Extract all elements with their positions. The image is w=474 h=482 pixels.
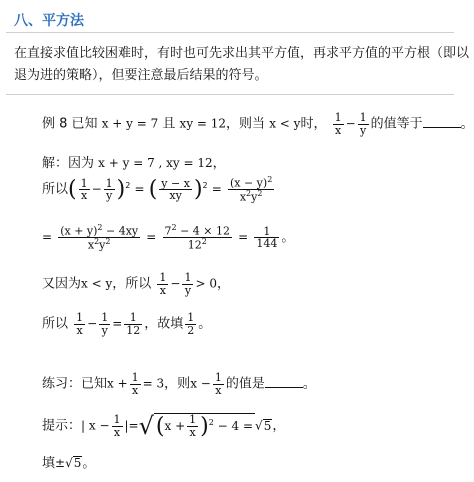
exercise-frac-1x-b: $\frac{1}{x}$ bbox=[214, 371, 222, 397]
final-so: 所以 bbox=[42, 316, 69, 332]
example-cond3: x < y bbox=[269, 116, 301, 131]
final-fill: ，故填 bbox=[144, 316, 184, 332]
hint-abs-left: | x − bbox=[81, 418, 110, 433]
section-title: 八、平方法 bbox=[14, 13, 84, 29]
exercise-then: ，则 bbox=[164, 376, 191, 392]
ineq-frac-1x: $\frac{1}{x}$ bbox=[159, 271, 167, 297]
exercise-tail: 的值是 bbox=[225, 376, 265, 392]
answer-root: 5 bbox=[73, 456, 82, 470]
step1-frac-sq: $\frac{(x - y)^2}{x^2y^2}$ bbox=[229, 175, 273, 204]
ineq-tail: > 0 bbox=[195, 276, 217, 291]
exercise-frac-1x: $\frac{1}{x}$ bbox=[131, 371, 139, 397]
solution-given: x + y = 7 , xy = 12 bbox=[98, 156, 213, 170]
step2-frac-result: $\frac{1}{144}$ bbox=[256, 224, 278, 251]
solution-line-2: 所以( $\frac{1}{x}$ − $\frac{1}{y}$ )$^2$ = ( $\frac{y - x}{xy}$ )$^2$ = $\frac{(x - y)^2}{x^2y^2}$ bbox=[42, 175, 273, 204]
final-eq: = bbox=[112, 316, 123, 331]
example-fraction-1x: $\frac{1}{x}$ bbox=[334, 111, 342, 137]
solution-so: 所以 bbox=[42, 182, 69, 198]
example-label: 例 8 已知 bbox=[42, 116, 98, 132]
intro-line-1: 在直接求值比较困难时，有时也可先求出其平方值，再求平方值的平方根（即以 bbox=[14, 46, 470, 61]
hint-root: 5 bbox=[263, 418, 272, 433]
answer-line: 填±√5。 bbox=[42, 456, 96, 471]
exercise-blank bbox=[265, 377, 303, 388]
solution-line-3 bbox=[42, 224, 294, 251]
example-fraction-1y: $\frac{1}{y}$ bbox=[359, 111, 367, 137]
title-divider bbox=[6, 32, 454, 33]
intro-divider bbox=[6, 94, 454, 95]
final-frac-1x: $\frac{1}{x}$ bbox=[76, 311, 84, 337]
step2-end: 。 bbox=[281, 230, 295, 246]
example-end: 。 bbox=[460, 116, 474, 132]
step1-frac-1x: $\frac{1}{x}$ bbox=[80, 176, 88, 203]
hint-line: 提示：| x − $\frac{1}{x}$ |=√(x + $\frac{1}{x}$ )$^2$ − 4 = √5， bbox=[42, 412, 286, 440]
hint-frac-1x: $\frac{1}{x}$ bbox=[113, 412, 121, 439]
step1-frac-1y: $\frac{1}{y}$ bbox=[105, 176, 113, 203]
intro-line-2: 退为进的策略），但要注意最后结果的符号。 bbox=[14, 68, 268, 83]
answer-pm: ± bbox=[55, 456, 66, 470]
hint-label: 提示： bbox=[42, 418, 82, 434]
solution-comma: ， bbox=[212, 156, 226, 171]
example-cond2: xy = 12 bbox=[179, 116, 227, 131]
solution-so2: ，所以 bbox=[112, 276, 152, 292]
answer-blank bbox=[423, 117, 461, 128]
hint-abs-right: |= bbox=[124, 418, 139, 433]
exercise-label: 练习：已知 bbox=[42, 376, 108, 392]
solution-line-1 bbox=[42, 152, 226, 171]
hint-end: ， bbox=[272, 418, 286, 434]
example-minus: − bbox=[345, 116, 356, 131]
exercise-x: x + bbox=[107, 376, 128, 391]
final-frac-half: $\frac{1}{2}$ bbox=[187, 311, 195, 337]
ineq-frac-1y: $\frac{1}{y}$ bbox=[184, 271, 192, 297]
step1-eq2: = bbox=[211, 182, 222, 197]
exercise-line bbox=[42, 372, 316, 396]
exercise-end: 。 bbox=[302, 376, 316, 392]
final-frac-1-12: $\frac{1}{12}$ bbox=[126, 311, 141, 337]
example-line bbox=[42, 112, 474, 136]
final-end: 。 bbox=[198, 316, 212, 332]
example-cond1: x + y = 7 bbox=[101, 116, 159, 131]
hint-sqrt-body: (x + $\frac{1}{x}$ )$^2$ − 4 = bbox=[155, 413, 254, 439]
sqrt-icon: √ bbox=[138, 412, 154, 440]
ineq-end: ， bbox=[216, 276, 230, 292]
exercise-eq: = 3 bbox=[142, 376, 165, 391]
example-and: 且 bbox=[162, 116, 176, 132]
exercise-x2: x − bbox=[190, 376, 211, 391]
step2-eq: = bbox=[42, 230, 53, 245]
example-when: ，则当 bbox=[226, 116, 266, 132]
solution-cond: x < y bbox=[81, 276, 113, 291]
answer-end: 。 bbox=[82, 456, 96, 471]
example-when2: 时， bbox=[300, 116, 327, 132]
step2-eq2: = bbox=[146, 230, 157, 245]
step2-frac-general: $\frac{(x + y)^2 - 4xy}{x^2y^2}$ bbox=[60, 223, 139, 252]
example-tail: 的值等于 bbox=[370, 116, 423, 132]
solution-label: 解：因为 bbox=[42, 156, 95, 171]
solution-line-4: 又因为x < y，所以 $\frac{1}{x}$ − $\frac{1}{y}$ > 0， bbox=[42, 271, 230, 297]
step2-frac-numeric: $\frac{7^2 - 4 \times 12}{12^2}$ bbox=[164, 223, 231, 252]
solution-line-5: 所以 $\frac{1}{x}$ − $\frac{1}{y}$ = $\frac{1}{12}$ ，故填 $\frac{1}{2}$ 。 bbox=[42, 311, 212, 337]
final-frac-1y: $\frac{1}{y}$ bbox=[101, 311, 109, 337]
answer-label: 填 bbox=[42, 456, 56, 471]
step1-eq1: = bbox=[134, 182, 145, 197]
solution-also: 又因为 bbox=[42, 276, 82, 292]
step2-eq3: = bbox=[238, 230, 249, 245]
step1-frac-ymx: $\frac{y - x}{xy}$ bbox=[161, 176, 190, 203]
